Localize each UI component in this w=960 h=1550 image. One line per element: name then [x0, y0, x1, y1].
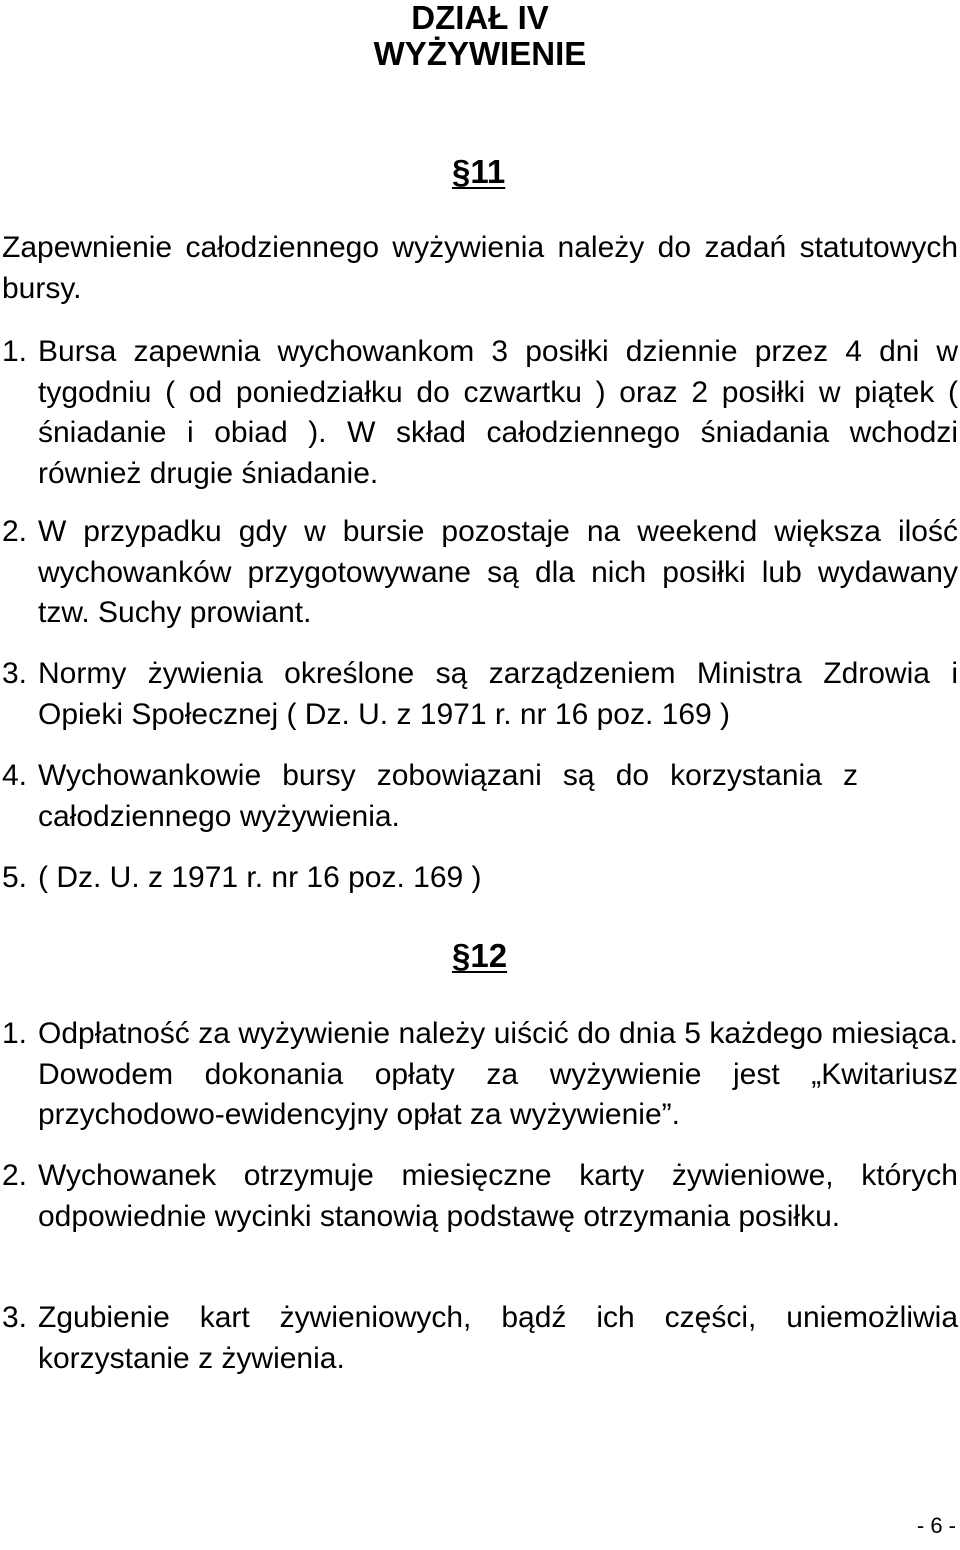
section-11-item-3: [0, 654, 960, 735]
item-number: 2.: [2, 515, 28, 548]
section-12-item-2: [0, 1156, 960, 1237]
item-number: 1.: [2, 335, 28, 368]
section-11-item-4: [0, 756, 960, 837]
section-11-intro: Zapewnienie całodziennego wyżywienia należy do zadań statutowych bursy.: [2, 231, 958, 305]
item-text: Odpłatność za wyżywienie należy uiścić do dnia 5 każdego miesiąca. Dowodem dokonania opłaty za wyżywienie jest „Kwitariusz przychodowo-ewidencyjny opłat za wyżywienie”.: [38, 1017, 958, 1131]
item-number: 4.: [2, 759, 28, 792]
section-12-item-1: [0, 1014, 960, 1136]
item-text: Wychowanek otrzymuje miesięczne karty żywieniowe, których odpowiednie wycinki stanowią podstawę otrzymania posiłku.: [38, 1159, 958, 1233]
item-text: Normy żywienia określone są zarządzeniem Ministra Zdrowia i Opieki Społecznej ( Dz. U. z 1971 r. nr 16 poz. 169 ): [38, 657, 958, 731]
item-number: 3.: [2, 1301, 28, 1334]
section-11-item-5: [0, 858, 960, 899]
item-text: Bursa zapewnia wychowankom 3 posiłki dziennie przez 4 dni w tygodniu ( od poniedziałku do czwartku ) oraz 2 posiłki w piątek ( śniadanie i obiad ). W skład całodziennego śniadania wchodzi również drugie śniadanie.: [38, 335, 958, 490]
item-text: ( Dz. U. z 1971 r. nr 16 poz. 169 ): [38, 861, 482, 894]
item-number: 3.: [2, 657, 28, 690]
section-11-mark: §11: [452, 153, 506, 190]
section-12-item-3: [0, 1298, 960, 1379]
section-11-item-2: [0, 512, 960, 634]
item-number: 2.: [2, 1159, 28, 1192]
section-12-mark: §12: [452, 937, 508, 974]
item-number: 5.: [2, 861, 28, 894]
item-number: 1.: [2, 1017, 28, 1050]
item-text: Zgubienie kart żywieniowych, bądź ich części, uniemożliwia korzystanie z żywienia.: [38, 1301, 958, 1375]
item-text: W przypadku gdy w bursie pozostaje na weekend większa ilość wychowanków przygotowywane są dla nich posiłki lub wydawany tzw. Suchy prowiant.: [38, 515, 958, 629]
page-number: - 6 -: [916, 1513, 956, 1538]
item-text: Wychowankowie bursy zobowiązani są do korzystania z całodziennego wyżywienia.: [38, 759, 858, 833]
chapter-heading: DZIAŁ IV: [411, 0, 549, 36]
chapter-title: WYŻYWIENIE: [373, 35, 587, 72]
section-11-item-1: [0, 332, 960, 494]
